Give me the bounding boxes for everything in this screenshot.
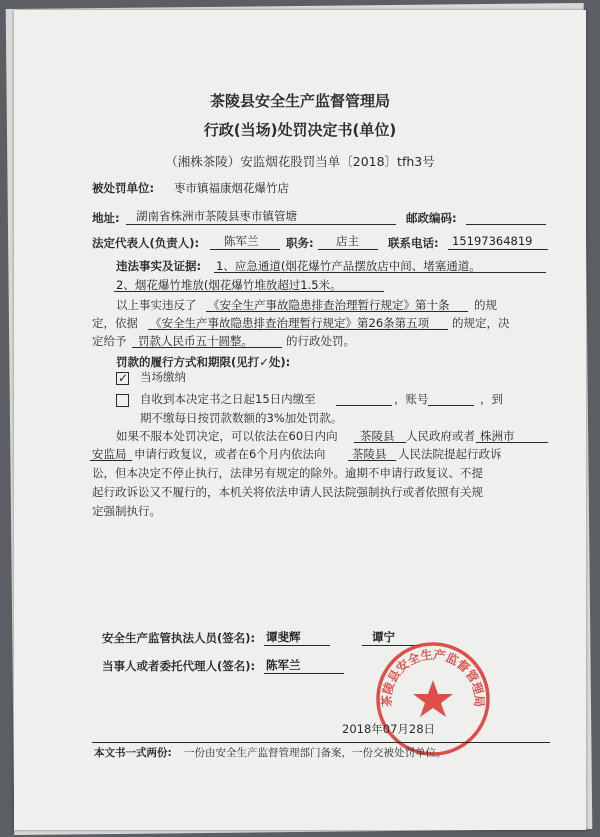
position-underline [318,249,378,250]
violation-line2-pre: 定，依据 [92,316,138,330]
bank-payment-text-a: 自收到本决定书之日起15日内缴至 [140,392,316,406]
seal-text: 茶陵县安全生产监督管理局 [379,647,487,708]
penalty-amount-underline [132,347,282,348]
appeal-department-part2: 安监局 [92,447,127,461]
legal-rep-label: 法定代表人(负责人): [92,236,200,250]
party-name-value: 枣市镇福康烟花爆竹店 [174,181,289,195]
appeal-department-underline-1 [476,442,548,443]
onsite-payment-label: 当场缴纳 [140,370,186,384]
copies-note: 一份由安全生产监督管理部门备案，一份交被处罚单位。 [184,747,447,759]
appeal-line3: 讼，但本决定不停止执行，法律另有规定的除外。逾期不申请行政复议、不提 [92,466,483,480]
document-date: 2018年07月28日 [342,722,436,736]
document-number: （湘株茶陵）安监烟花股罚当单〔2018〕tfh3号 [165,154,435,169]
appeal-line5: 定强制执行。 [92,504,161,518]
legal-rep-value: 陈军兰 [224,234,259,248]
facts-item-2: 2、烟花爆竹堆放(烟花爆竹堆放超过1.5米。 [116,278,342,292]
agency-name: 茶陵县安全生产监督管理局 [209,92,390,110]
facts-label: 违法事实及证据: [116,259,202,273]
party-name-label: 被处罚单位: [92,181,155,195]
document-page [14,10,586,830]
position-label: 职务: [286,236,314,250]
bank-payment-checkbox[interactable] [116,394,129,407]
penalty-basis-regulation: 《安全生产事故隐患排查治理暂行规定》第26条第五项 [150,316,430,330]
postcode-label: 邮政编码: [406,211,457,225]
appeal-government-underline [354,442,406,443]
officer2-signature: 谭宁 [372,630,395,644]
address-label: 地址: [92,211,120,225]
address-underline [126,224,396,225]
officer1-signature-line [264,645,330,646]
appeal-line2-b: 人民法院提起行政诉 [398,447,502,461]
violation-line3-post: 的行政处罚。 [286,334,355,348]
violated-regulation-underline [206,311,468,312]
bank-name-blank [336,405,392,406]
officer1-signature: 谭斐辉 [266,630,301,644]
address-value: 湖南省株洲市茶陵县枣市镇管塘 [136,209,297,223]
legal-rep-underline [210,249,280,250]
penalty-amount: 罚款人民币五十圆整。 [138,334,253,348]
facts-item-1: 1、应急通道(烟花爆竹产品摆放店中间、堵塞通道。 [216,259,481,273]
appeal-court: 茶陵县 [352,447,387,461]
violation-line3-pre: 定给予 [92,334,127,348]
violated-regulation: 《安全生产事故隐患排查治理暂行规定》第十条 [208,298,450,312]
late-fee-text: 期不缴每日按罚款数额的3%加处罚款。 [140,411,343,425]
bank-payment-text-c: ，到 [480,392,503,406]
footer-divider [92,742,550,743]
violation-line1-post: 的规 [474,298,497,312]
onsite-payment-checkbox[interactable] [116,372,129,385]
official-seal-stamp [374,640,492,758]
appeal-department-underline-2 [90,460,132,461]
document-title: 行政(当场)处罚决定书(单位) [203,121,397,139]
appeal-line1-a: 如果不服本处罚决定，可以依法在60日内向 [116,429,338,443]
facts-item-2-underline [114,291,384,292]
violation-line1-pre: 以上事实违反了 [116,298,197,312]
payment-method-label: 罚款的履行方式和期限(见打✓处): [116,355,291,369]
bank-payment-text-b: ，账号 [394,392,429,406]
party-signature: 陈军兰 [266,658,301,672]
appeal-court-underline [348,460,396,461]
facts-item-1-underline [214,272,546,273]
account-number-blank [428,405,474,406]
appeal-line2-a: 申请行政复议，或者在6个月内依法向 [134,447,326,461]
appeal-department-part1: 株洲市 [480,429,515,443]
phone-value: 15197364819 [452,234,533,248]
violation-line2-post: 的规定，决 [452,316,510,330]
appeal-line4: 起行政诉讼又不履行的，本机关将依法申请人民法院强制执行或者依照有关规 [92,485,483,499]
penalty-basis-underline [148,329,448,330]
officer-signature-label: 安全生产监管执法人员(签名): [102,631,256,645]
position-value: 店主 [336,234,359,248]
copies-label: 本文书一式两份: [94,747,172,759]
party-signature-line [264,673,344,674]
phone-underline [448,249,548,250]
appeal-government: 茶陵县 [360,429,395,443]
postcode-underline [466,224,546,225]
appeal-line1-b: 人民政府或者 [406,429,475,443]
checkmark-icon: ✓ [118,371,129,385]
party-signature-label: 当事人或者委托代理人(签名): [102,659,256,673]
phone-label: 联系电话: [388,236,439,250]
